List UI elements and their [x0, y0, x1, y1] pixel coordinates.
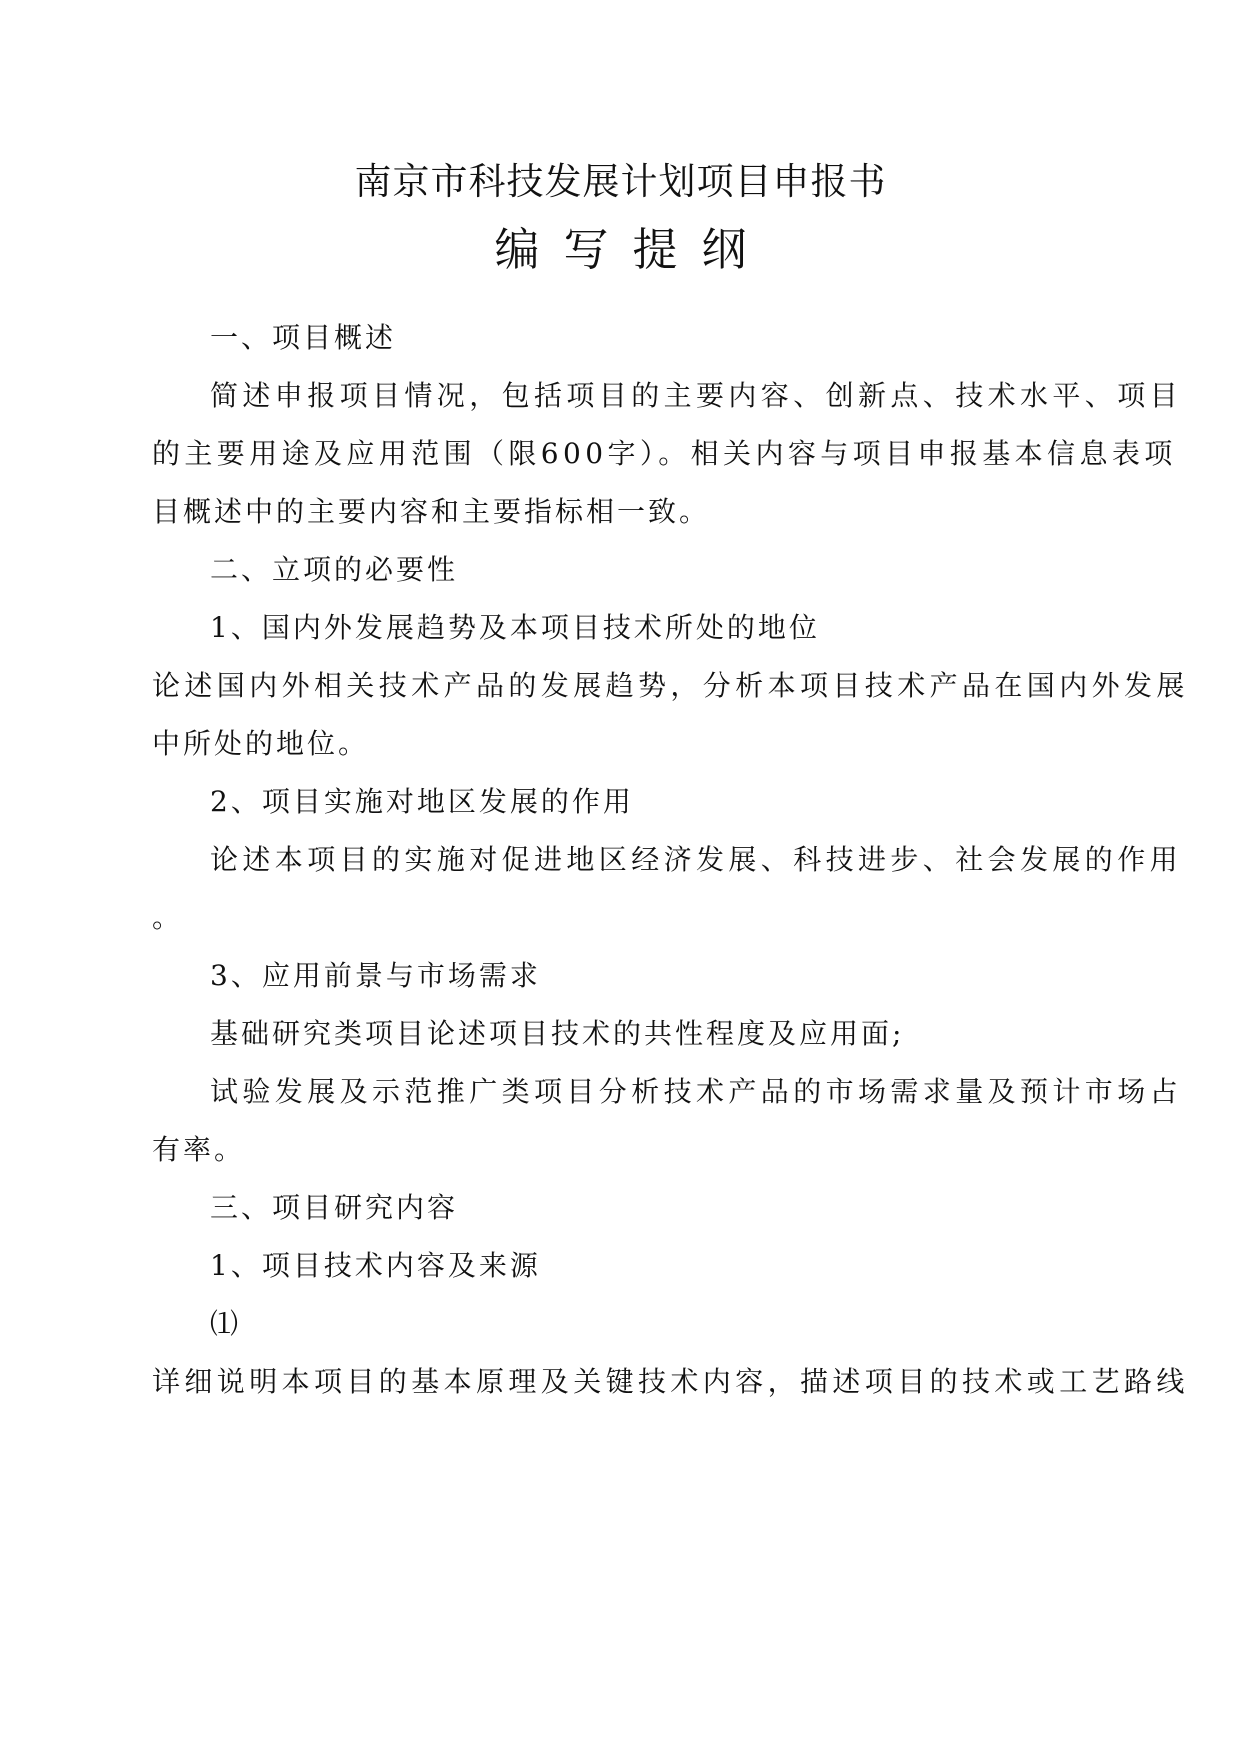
paragraph-line: 试验发展及示范推广类项目分析技术产品的市场需求量及预计市场占 — [210, 1075, 1183, 1108]
subsection-heading: 2、项目实施对地区发展的作用 — [210, 785, 634, 818]
section-heading-research: 三、项目研究内容 — [210, 1191, 459, 1224]
document-title: 南京市科技发展计划项目申报书 — [354, 160, 887, 203]
paragraph-line: 中所处的地位。 — [152, 727, 370, 760]
paragraph-line: 。 — [152, 901, 184, 934]
paragraph-line: 的主要用途及应用范围（限600字）。相关内容与项目申报基本信息表项 — [152, 437, 1177, 470]
paragraph-line: 简述申报项目情况，包括项目的主要内容、创新点、技术水平、项目 — [210, 379, 1183, 412]
paragraph-line: 目概述中的主要内容和主要指标相一致。 — [152, 495, 711, 528]
paragraph-line: 论述本项目的实施对促进地区经济发展、科技进步、社会发展的作用 — [210, 843, 1183, 876]
document-subtitle: 编写提纲 — [494, 223, 771, 276]
subsection-heading: 1、国内外发展趋势及本项目技术所处的地位 — [210, 611, 820, 644]
paragraph-line: 有率。 — [152, 1133, 246, 1166]
paragraph-line: 基础研究类项目论述项目技术的共性程度及应用面; — [210, 1017, 905, 1050]
list-marker: ⑴ — [210, 1307, 242, 1340]
section-heading-overview: 一、项目概述 — [210, 321, 397, 354]
section-heading-necessity: 二、立项的必要性 — [210, 553, 459, 586]
subsection-heading: 1、项目技术内容及来源 — [210, 1249, 541, 1282]
subsection-heading: 3、应用前景与市场需求 — [210, 959, 541, 992]
paragraph-line: 论述国内外相关技术产品的发展趋势，分析本项目技术产品在国内外发展 — [152, 669, 1189, 702]
paragraph-line: 详细说明本项目的基本原理及关键技术内容，描述项目的技术或工艺路线 — [152, 1365, 1189, 1398]
